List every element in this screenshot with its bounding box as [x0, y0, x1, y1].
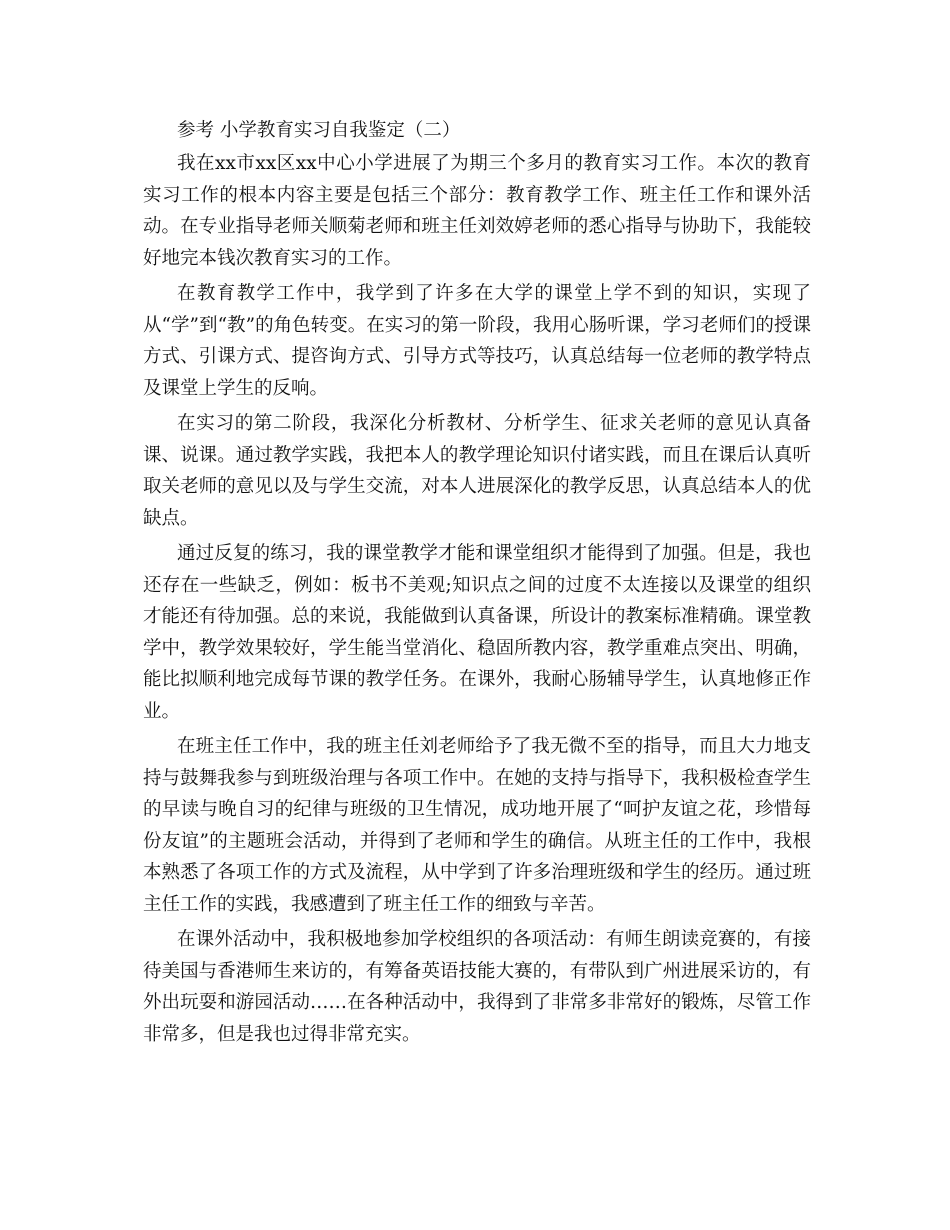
document-title: 参考 小学教育实习自我鉴定（二）: [177, 120, 461, 141]
paragraph-second-stage: 在实习的第二阶段，我深化分析教材、分析学生、征求关老师的意见认真备课、说课。通过教学实践，我把本人的教学理论知识付诸实践，而且在课后认真听取关老师的意见以及与学生交流，对本人进展深化的教学反思，认真总结本人的优缺点。: [143, 413, 811, 529]
document-body: [143, 116, 811, 1050]
paragraph-class-teacher-work: 在班主任工作中，我的班主任刘老师给予了我无微不至的指导，而且大力地支持与鼓舞我参与到班级治理与各项工作中。在她的支持与指导下，我积极检查学生的早读与晚自习的纪律与班级的卫生情况，成功地开展了“呵护友谊之花，珍惜每份友谊”的主题班会活动，并得到了老师和学生的确信。从班主任的工作中，我根本熟悉了各项工作的方式及流程，从中学到了许多治理班级和学生的经历。通过班主任工作的实践，我感遭到了班主任工作的细致与辛苦。: [143, 736, 811, 915]
paragraph-teaching-work: 在教育教学工作中，我学到了许多在大学的课堂上学不到的知识，实现了从“学”到“教”的角色转变。在实习的第一阶段，我用心肠听课，学习老师们的授课方式、引课方式、提咨询方式、引导方式等技巧，认真总结每一位老师的教学特点及课堂上学生的反响。: [143, 283, 811, 399]
paragraph-internship-overview: 我在xx市xx区xx中心小学进展了为期三个多月的教育实习工作。本次的教育实习工作的根本内容主要是包括三个部分：教育教学工作、班主任工作和课外活动。在专业指导老师关顺菊老师和班主任刘效婷老师的悉心指导与协助下，我能较好地完本钱次教育实习的工作。: [143, 153, 811, 269]
paragraph-extracurricular-activities: 在课外活动中，我积极地参加学校组织的各项活动：有师生朗读竞赛的，有接待美国与香港师生来访的，有筹备英语技能大赛的，有带队到广州进展采访的，有外出玩耍和游园活动……在各种活动中，我得到了非常多非常好的锻炼，尽管工作非常多，但是我也过得非常充实。: [143, 929, 811, 1045]
paragraph-practice-reflection: 通过反复的练习，我的课堂教学才能和课堂组织才能得到了加强。但是，我也还存在一些缺乏，例如：板书不美观;知识点之间的过度不太连接以及课堂的组织才能还有待加强。总的来说，我能做到认真备课，所设计的教案标准精确。课堂教学中，教学效果较好，学生能当堂消化、稳固所教内容，教学重难点突出、明确，能比拟顺利地完成每节课的教学任务。在课外，我耐心肠辅导学生，认真地修正作业。: [143, 543, 811, 722]
